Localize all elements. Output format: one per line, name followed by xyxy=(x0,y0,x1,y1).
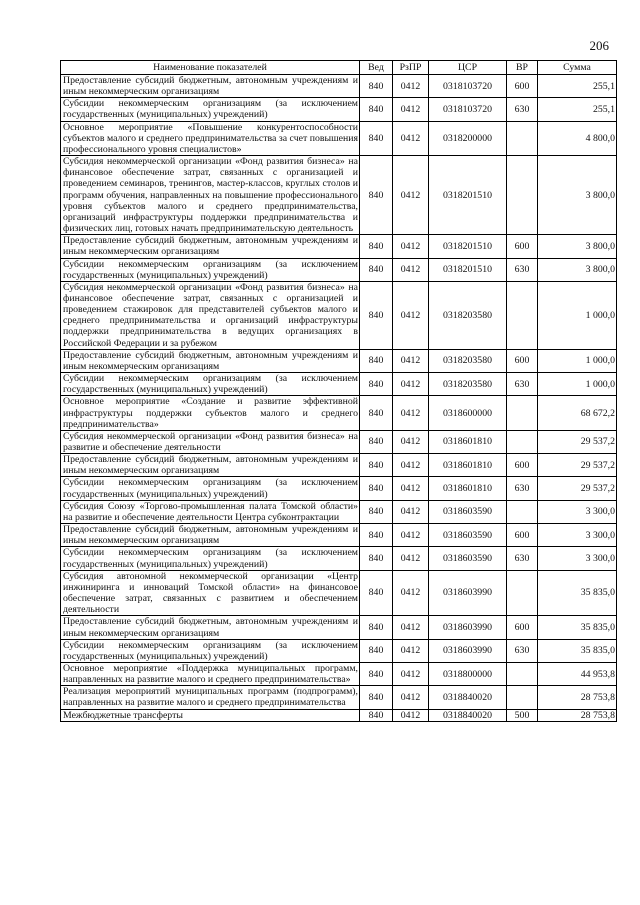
cell-ved: 840 xyxy=(360,156,393,235)
cell-vr: 630 xyxy=(507,98,538,121)
cell-ved: 840 xyxy=(360,709,393,721)
cell-name: Предоставление субсидий бюджетным, автономным учреждениям и иным некоммерческим организациям xyxy=(61,349,360,372)
cell-name: Межбюджетные трансферты xyxy=(61,709,360,721)
cell-ved: 840 xyxy=(360,477,393,500)
cell-name: Основное мероприятие «Повышение конкурентоспособности субъектов малого и среднего предпринимательства за счет повышения профессионального уровня специалистов» xyxy=(61,121,360,155)
cell-ved: 840 xyxy=(360,98,393,121)
cell-rzpr: 0412 xyxy=(393,616,429,639)
cell-sum: 44 953,8 xyxy=(538,662,617,685)
cell-sum: 35 835,0 xyxy=(538,616,617,639)
cell-sum: 3 800,0 xyxy=(538,235,617,258)
cell-sum: 68 672,2 xyxy=(538,396,617,430)
header-csr: ЦСР xyxy=(429,61,507,75)
cell-ved: 840 xyxy=(360,396,393,430)
cell-ved: 840 xyxy=(360,454,393,477)
page-number: 206 xyxy=(589,38,609,53)
header-sum: Сумма xyxy=(538,61,617,75)
cell-csr: 0318603990 xyxy=(429,570,507,616)
cell-rzpr: 0412 xyxy=(393,98,429,121)
cell-name: Предоставление субсидий бюджетным, автономным учреждениям и иным некоммерческим организациям xyxy=(61,524,360,547)
cell-vr: 600 xyxy=(507,349,538,372)
cell-csr: 0318603590 xyxy=(429,547,507,570)
cell-vr: 630 xyxy=(507,258,538,281)
cell-sum: 29 537,2 xyxy=(538,430,617,453)
cell-vr xyxy=(507,430,538,453)
cell-vr xyxy=(507,156,538,235)
cell-name: Субсидия некоммерческой организации «Фонд развития бизнеса» на развитие и обеспечение деятельности xyxy=(61,430,360,453)
cell-csr: 0318800000 xyxy=(429,662,507,685)
cell-vr: 600 xyxy=(507,75,538,98)
cell-ved: 840 xyxy=(360,235,393,258)
table-row xyxy=(61,121,617,155)
cell-rzpr: 0412 xyxy=(393,281,429,349)
cell-ved: 840 xyxy=(360,75,393,98)
cell-csr: 0318103720 xyxy=(429,98,507,121)
cell-name: Субсидия Союзу «Торгово-промышленная палата Томской области» на развитие и обеспечение деятельности Центра субконтрактации xyxy=(61,500,360,523)
cell-vr xyxy=(507,500,538,523)
cell-name: Субсидии некоммерческим организациям (за исключением государственных (муниципальных) учреждений) xyxy=(61,639,360,662)
table-row xyxy=(61,349,617,372)
cell-csr: 0318603590 xyxy=(429,524,507,547)
cell-sum: 3 300,0 xyxy=(538,547,617,570)
cell-sum: 3 800,0 xyxy=(538,258,617,281)
cell-csr: 0318201510 xyxy=(429,156,507,235)
cell-vr: 600 xyxy=(507,524,538,547)
budget-table xyxy=(60,60,617,722)
table-row xyxy=(61,235,617,258)
cell-name: Субсидии некоммерческим организациям (за исключением государственных (муниципальных) учреждений) xyxy=(61,258,360,281)
cell-name: Предоставление субсидий бюджетным, автономным учреждениям и иным некоммерческим организациям xyxy=(61,616,360,639)
header-name: Наименование показателей xyxy=(61,61,360,75)
cell-name: Основное мероприятие «Поддержка муниципальных программ, направленных на развитие малого и среднего предпринимательства» xyxy=(61,662,360,685)
cell-sum: 4 800,0 xyxy=(538,121,617,155)
cell-csr: 0318201510 xyxy=(429,258,507,281)
cell-ved: 840 xyxy=(360,121,393,155)
cell-ved: 840 xyxy=(360,349,393,372)
table-row xyxy=(61,477,617,500)
table-row xyxy=(61,639,617,662)
cell-rzpr: 0412 xyxy=(393,662,429,685)
cell-vr xyxy=(507,570,538,616)
table-row xyxy=(61,500,617,523)
cell-vr: 500 xyxy=(507,709,538,721)
cell-sum: 29 537,2 xyxy=(538,477,617,500)
cell-vr xyxy=(507,662,538,685)
table-row xyxy=(61,547,617,570)
cell-csr: 0318601810 xyxy=(429,430,507,453)
cell-vr: 630 xyxy=(507,547,538,570)
table-row xyxy=(61,570,617,616)
table-row xyxy=(61,454,617,477)
table-row xyxy=(61,524,617,547)
cell-csr: 0318201510 xyxy=(429,235,507,258)
table-body xyxy=(61,75,617,722)
cell-sum: 3 300,0 xyxy=(538,524,617,547)
cell-rzpr: 0412 xyxy=(393,156,429,235)
cell-vr: 630 xyxy=(507,477,538,500)
cell-sum: 255,1 xyxy=(538,98,617,121)
cell-csr: 0318203580 xyxy=(429,373,507,396)
cell-csr: 0318603990 xyxy=(429,616,507,639)
table-row xyxy=(61,281,617,349)
cell-sum: 35 835,0 xyxy=(538,570,617,616)
cell-vr: 630 xyxy=(507,373,538,396)
cell-rzpr: 0412 xyxy=(393,500,429,523)
cell-name: Субсидии некоммерческим организациям (за исключением государственных (муниципальных) учреждений) xyxy=(61,98,360,121)
cell-name: Основное мероприятие «Создание и развитие эффективной инфраструктуры поддержки субъектов малого и среднего предпринимательства» xyxy=(61,396,360,430)
cell-rzpr: 0412 xyxy=(393,524,429,547)
cell-csr: 0318103720 xyxy=(429,75,507,98)
table-row xyxy=(61,396,617,430)
cell-sum: 1 000,0 xyxy=(538,349,617,372)
cell-name: Субсидии некоммерческим организациям (за исключением государственных (муниципальных) учреждений) xyxy=(61,373,360,396)
cell-vr xyxy=(507,281,538,349)
header-ved: Вед xyxy=(360,61,393,75)
cell-csr: 0318603990 xyxy=(429,639,507,662)
cell-vr: 600 xyxy=(507,235,538,258)
cell-sum: 3 800,0 xyxy=(538,156,617,235)
cell-sum: 29 537,2 xyxy=(538,454,617,477)
table-row xyxy=(61,156,617,235)
cell-rzpr: 0412 xyxy=(393,686,429,709)
cell-name: Субсидия некоммерческой организации «Фонд развития бизнеса» на финансовое обеспечение затрат, связанных с организацией и проведением стажировок для представителей субъектов малого и среднего предпринимательства и организаций инфраструктуры поддержки предпринимательства в ведущих организациях в Российской Федерации и за рубежом xyxy=(61,281,360,349)
table-row xyxy=(61,616,617,639)
table-row xyxy=(61,709,617,721)
cell-csr: 0318840020 xyxy=(429,709,507,721)
table-header-row xyxy=(61,61,617,75)
cell-csr: 0318603590 xyxy=(429,500,507,523)
cell-vr: 630 xyxy=(507,639,538,662)
cell-ved: 840 xyxy=(360,430,393,453)
table-row xyxy=(61,258,617,281)
cell-rzpr: 0412 xyxy=(393,570,429,616)
cell-rzpr: 0412 xyxy=(393,547,429,570)
cell-csr: 0318200000 xyxy=(429,121,507,155)
cell-rzpr: 0412 xyxy=(393,121,429,155)
cell-vr xyxy=(507,686,538,709)
cell-sum: 35 835,0 xyxy=(538,639,617,662)
cell-csr: 0318840020 xyxy=(429,686,507,709)
cell-ved: 840 xyxy=(360,662,393,685)
cell-ved: 840 xyxy=(360,258,393,281)
cell-name: Предоставление субсидий бюджетным, автономным учреждениям и иным некоммерческим организациям xyxy=(61,454,360,477)
cell-rzpr: 0412 xyxy=(393,258,429,281)
cell-vr xyxy=(507,121,538,155)
cell-rzpr: 0412 xyxy=(393,477,429,500)
cell-sum: 255,1 xyxy=(538,75,617,98)
cell-csr: 0318203580 xyxy=(429,349,507,372)
cell-vr: 600 xyxy=(507,616,538,639)
cell-sum: 3 300,0 xyxy=(538,500,617,523)
cell-ved: 840 xyxy=(360,686,393,709)
cell-rzpr: 0412 xyxy=(393,454,429,477)
cell-rzpr: 0412 xyxy=(393,396,429,430)
cell-rzpr: 0412 xyxy=(393,709,429,721)
cell-rzpr: 0412 xyxy=(393,373,429,396)
table-row xyxy=(61,98,617,121)
cell-ved: 840 xyxy=(360,570,393,616)
cell-name: Предоставление субсидий бюджетным, автономным учреждениям и иным некоммерческим организациям xyxy=(61,235,360,258)
cell-ved: 840 xyxy=(360,639,393,662)
table-row xyxy=(61,686,617,709)
table-row xyxy=(61,430,617,453)
cell-csr: 0318600000 xyxy=(429,396,507,430)
cell-rzpr: 0412 xyxy=(393,639,429,662)
cell-csr: 0318203580 xyxy=(429,281,507,349)
cell-ved: 840 xyxy=(360,500,393,523)
table-row xyxy=(61,373,617,396)
cell-sum: 28 753,8 xyxy=(538,686,617,709)
cell-ved: 840 xyxy=(360,373,393,396)
cell-name: Субсидии некоммерческим организациям (за исключением государственных (муниципальных) учреждений) xyxy=(61,477,360,500)
cell-sum: 1 000,0 xyxy=(538,373,617,396)
cell-name: Субсидия автономной некоммерческой организации «Центр инжиниринга и инноваций Томской области» на финансовое обеспечение затрат, связанных с развитием и обеспечением деятельности xyxy=(61,570,360,616)
cell-sum: 28 753,8 xyxy=(538,709,617,721)
cell-name: Предоставление субсидий бюджетным, автономным учреждениям и иным некоммерческим организациям xyxy=(61,75,360,98)
cell-rzpr: 0412 xyxy=(393,235,429,258)
cell-ved: 840 xyxy=(360,281,393,349)
cell-name: Субсидия некоммерческой организации «Фонд развития бизнеса» на финансовое обеспечение затрат, связанных с организацией и проведением семинаров, тренингов, мастер-классов, круглых столов и программ обучения, направленных на повышение профессионального уровня субъектов малого и среднего предпринимательства, организаций инфраструктуры поддержки предпринимательства и физических лиц, готовых начать предпринимательскую деятельность xyxy=(61,156,360,235)
cell-rzpr: 0412 xyxy=(393,349,429,372)
cell-rzpr: 0412 xyxy=(393,430,429,453)
table-row xyxy=(61,75,617,98)
cell-csr: 0318601810 xyxy=(429,477,507,500)
cell-ved: 840 xyxy=(360,547,393,570)
cell-csr: 0318601810 xyxy=(429,454,507,477)
cell-ved: 840 xyxy=(360,524,393,547)
cell-vr xyxy=(507,396,538,430)
cell-ved: 840 xyxy=(360,616,393,639)
cell-vr: 600 xyxy=(507,454,538,477)
table-row xyxy=(61,662,617,685)
cell-sum: 1 000,0 xyxy=(538,281,617,349)
header-rzpr: РзПР xyxy=(393,61,429,75)
cell-name: Реализация мероприятий муниципальных программ (подпрограмм), направленных на развитие малого и среднего предпринимательства xyxy=(61,686,360,709)
cell-name: Субсидии некоммерческим организациям (за исключением государственных (муниципальных) учреждений) xyxy=(61,547,360,570)
cell-rzpr: 0412 xyxy=(393,75,429,98)
header-vr: ВР xyxy=(507,61,538,75)
